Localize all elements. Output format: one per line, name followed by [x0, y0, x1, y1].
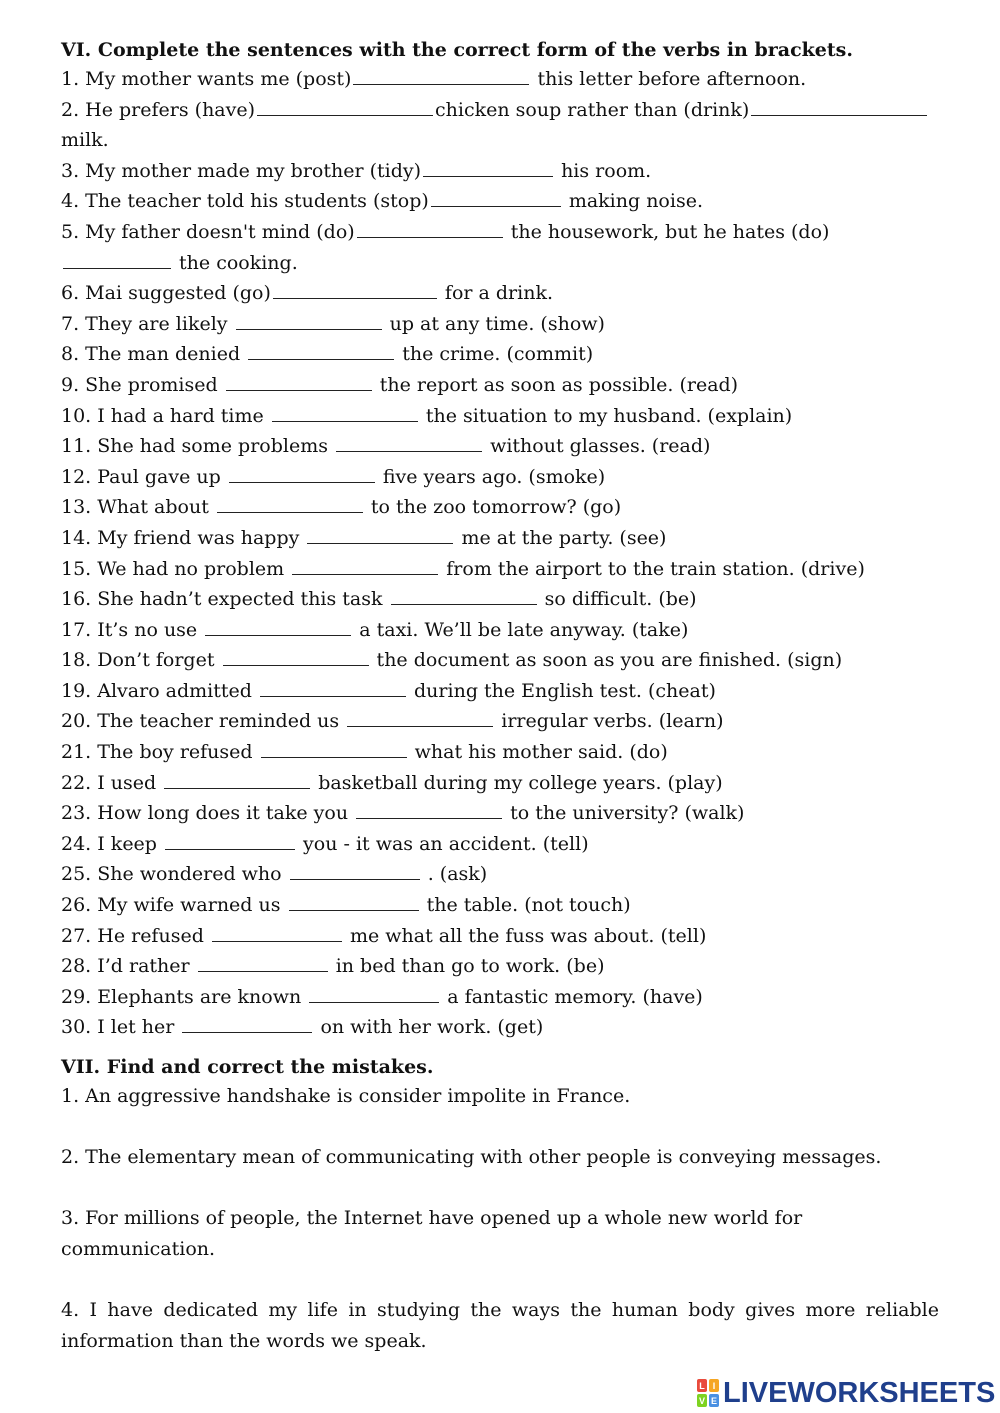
- liveworksheets-logo: [697, 1376, 995, 1410]
- sentence-15: [61, 554, 939, 585]
- sentence-8: [61, 339, 939, 370]
- answer-blank[interactable]: [248, 341, 394, 360]
- mistake-sentence-1: 1. An aggressive handshake is consider impolite in France.: [61, 1085, 631, 1107]
- sentence-text: 2. He prefers (have): [61, 98, 256, 121]
- answer-blank[interactable]: [261, 739, 407, 758]
- sentence-text: 12. Paul gave up: [61, 465, 227, 488]
- sentence-text: 28. I’d rather: [61, 955, 196, 978]
- answer-blank[interactable]: [357, 219, 503, 238]
- sentence-11: [61, 431, 939, 462]
- sentence-text: 8. The man denied: [61, 343, 247, 366]
- answer-blank[interactable]: [217, 494, 363, 513]
- sentence-text: 14. My friend was happy: [61, 526, 306, 549]
- sentence-text: 25. She wondered who: [61, 863, 288, 886]
- section-7-heading: VII. Find and correct the mistakes.: [61, 1056, 434, 1078]
- answer-blank[interactable]: [353, 66, 529, 85]
- liveworksheets-logo-icon: [697, 1379, 719, 1407]
- answer-blank[interactable]: [182, 1014, 312, 1033]
- answer-blank[interactable]: [257, 97, 433, 116]
- sentence-text: 22. I used: [61, 771, 163, 794]
- sentence-22: [61, 768, 939, 799]
- sentence-text: basketball during my college years. (play): [312, 771, 723, 794]
- answer-blank[interactable]: [236, 311, 382, 330]
- sentence-9: [61, 370, 939, 401]
- sentence-text: this letter before afternoon.: [531, 68, 807, 90]
- answer-blank[interactable]: [431, 188, 561, 207]
- sentence-3: [61, 156, 939, 187]
- sentence-text: milk.: [61, 129, 109, 152]
- sentence-text: what his mother said. (do): [408, 741, 668, 764]
- answer-blank[interactable]: [336, 433, 482, 452]
- answer-blank[interactable]: [356, 800, 502, 819]
- mistake-sentence-3: 3. For millions of people, the Internet have opened up a whole new world for communication.: [61, 1207, 803, 1260]
- sentence-text: so difficult. (be): [538, 588, 697, 611]
- sentence-18: [61, 645, 939, 676]
- sentence-23: [61, 798, 939, 829]
- sentence-text: 21. The boy refused: [61, 741, 259, 764]
- sentence-text: his room.: [555, 159, 652, 182]
- sentence-text: in bed than go to work. (be): [329, 955, 605, 978]
- sentence-text: 26. My wife warned us: [61, 894, 287, 917]
- sentence-30: [61, 1012, 939, 1043]
- sentence-text: the document as soon as you are finished. (sign): [370, 649, 843, 672]
- answer-blank[interactable]: [229, 464, 375, 483]
- sentence-text: without glasses. (read): [484, 435, 711, 458]
- mistake-sentence-4: 4. I have dedicated my life in studying the ways the human body gives more reliable information than the words we speak.: [61, 1299, 939, 1352]
- svg-text:I: I: [712, 1381, 716, 1391]
- answer-blank[interactable]: [272, 403, 418, 422]
- sentence-text: 4. The teacher told his students (stop): [61, 190, 429, 213]
- sentence-text: the housework, but he hates (do): [504, 220, 830, 243]
- sentence-text: . (ask): [421, 863, 488, 886]
- section-7: [61, 1053, 939, 1356]
- answer-blank[interactable]: [260, 678, 406, 697]
- sentence-13: [61, 492, 939, 523]
- sentence-text: 7. They are likely: [61, 312, 234, 335]
- answer-blank[interactable]: [165, 831, 295, 850]
- section-6-list: [61, 64, 939, 1043]
- sentence-text: a fantastic memory. (have): [441, 985, 703, 1008]
- answer-blank[interactable]: [423, 158, 553, 177]
- sentence-text: the report as soon as possible. (read): [373, 373, 739, 396]
- sentence-text: during the English test. (cheat): [407, 679, 716, 702]
- worksheet: [61, 36, 939, 1387]
- sentence-text: the crime. (commit): [396, 343, 594, 366]
- answer-blank[interactable]: [205, 617, 351, 636]
- sentence-text: chicken soup rather than (drink): [435, 98, 750, 121]
- sentence-text: a taxi. We’ll be late anyway. (take): [353, 618, 689, 641]
- sentence-2: [61, 95, 939, 156]
- sentence-text: 30. I let her: [61, 1016, 181, 1039]
- answer-blank[interactable]: [290, 861, 420, 880]
- sentence-text: 10. I had a hard time: [61, 404, 270, 427]
- svg-text:V: V: [698, 1396, 706, 1406]
- answer-blank[interactable]: [751, 97, 927, 116]
- sentence-text: the cooking.: [173, 251, 298, 274]
- sentence-20: [61, 706, 939, 737]
- sentence-28: [61, 951, 939, 982]
- sentence-text: for a drink.: [438, 282, 554, 305]
- sentence-text: the table. (not touch): [420, 894, 631, 917]
- sentence-text: making noise.: [562, 190, 703, 213]
- sentence-17: [61, 615, 939, 646]
- sentence-text: 29. Elephants are known: [61, 985, 308, 1008]
- sentence-text: to the university? (walk): [504, 802, 745, 825]
- sentence-12: [61, 462, 939, 493]
- answer-blank[interactable]: [164, 770, 310, 789]
- sentence-text: 23. How long does it take you: [61, 802, 355, 825]
- sentence-text: 16. She hadn’t expected this task: [61, 588, 389, 611]
- answer-blank[interactable]: [273, 280, 437, 299]
- answer-blank[interactable]: [391, 586, 537, 605]
- sentence-26: [61, 890, 939, 921]
- answer-blank[interactable]: [307, 525, 453, 544]
- sentence-14: [61, 523, 939, 554]
- sentence-text: 11. She had some problems: [61, 435, 335, 458]
- sentence-text: 20. The teacher reminded us: [61, 710, 346, 733]
- section-6-heading: VI. Complete the sentences with the correct form of the verbs in brackets.: [61, 39, 853, 61]
- answer-blank[interactable]: [223, 647, 369, 666]
- sentence-text: 1. My mother wants me (post): [61, 68, 352, 90]
- sentence-19: [61, 676, 939, 707]
- sentence-4: [61, 186, 939, 217]
- liveworksheets-logo-text: LIVEWORKSHEETS: [723, 1376, 996, 1409]
- sentence-16: [61, 584, 939, 615]
- sentence-text: 9. She promised: [61, 373, 224, 396]
- answer-blank[interactable]: [212, 923, 342, 942]
- sentence-text: five years ago. (smoke): [376, 465, 606, 488]
- sentence-21: [61, 737, 939, 768]
- sentence-text: me what all the fuss was about. (tell): [343, 924, 707, 947]
- answer-blank[interactable]: [63, 250, 171, 269]
- answer-blank[interactable]: [198, 953, 328, 972]
- answer-blank[interactable]: [292, 556, 438, 575]
- sentence-29: [61, 982, 939, 1013]
- svg-text:L: L: [699, 1381, 705, 1391]
- sentence-text: 27. He refused: [61, 924, 210, 947]
- sentence-text: 5. My father doesn't mind (do): [61, 220, 355, 243]
- sentence-text: 19. Alvaro admitted: [61, 679, 258, 702]
- sentence-27: [61, 921, 939, 952]
- sentence-24: [61, 829, 939, 860]
- answer-blank[interactable]: [289, 892, 419, 911]
- sentence-text: you - it was an accident. (tell): [297, 832, 589, 855]
- sentence-text: 18. Don’t forget: [61, 649, 221, 672]
- sentence-text: irregular verbs. (learn): [495, 710, 724, 733]
- svg-text:E: E: [710, 1396, 718, 1406]
- sentence-25: [61, 859, 939, 890]
- sentence-text: up at any time. (show): [383, 312, 605, 335]
- sentence-text: on with her work. (get): [314, 1016, 544, 1039]
- sentence-text: 13. What about: [61, 496, 215, 519]
- sentence-6: [61, 278, 939, 309]
- sentence-text: me at the party. (see): [455, 526, 667, 549]
- sentence-text: 24. I keep: [61, 832, 164, 855]
- sentence-text: 15. We had no problem: [61, 557, 291, 580]
- sentence-7: [61, 309, 939, 340]
- answer-blank[interactable]: [226, 372, 372, 391]
- mistake-sentence-2: 2. The elementary mean of communicating with other people is conveying messages.: [61, 1146, 882, 1169]
- sentence-1: [61, 64, 939, 95]
- sentence-text: 17. It’s no use: [61, 618, 204, 641]
- sentence-text: to the zoo tomorrow? (go): [364, 496, 622, 519]
- sentence-text: 6. Mai suggested (go): [61, 282, 271, 305]
- sentence-text: the situation to my husband. (explain): [419, 404, 793, 427]
- sentence-text: 3. My mother made my brother (tidy): [61, 159, 422, 182]
- sentence-10: [61, 401, 939, 432]
- sentence-5: [61, 217, 939, 278]
- answer-blank[interactable]: [309, 984, 439, 1003]
- answer-blank[interactable]: [347, 708, 493, 727]
- sentence-text: from the airport to the train station. (drive): [440, 557, 865, 580]
